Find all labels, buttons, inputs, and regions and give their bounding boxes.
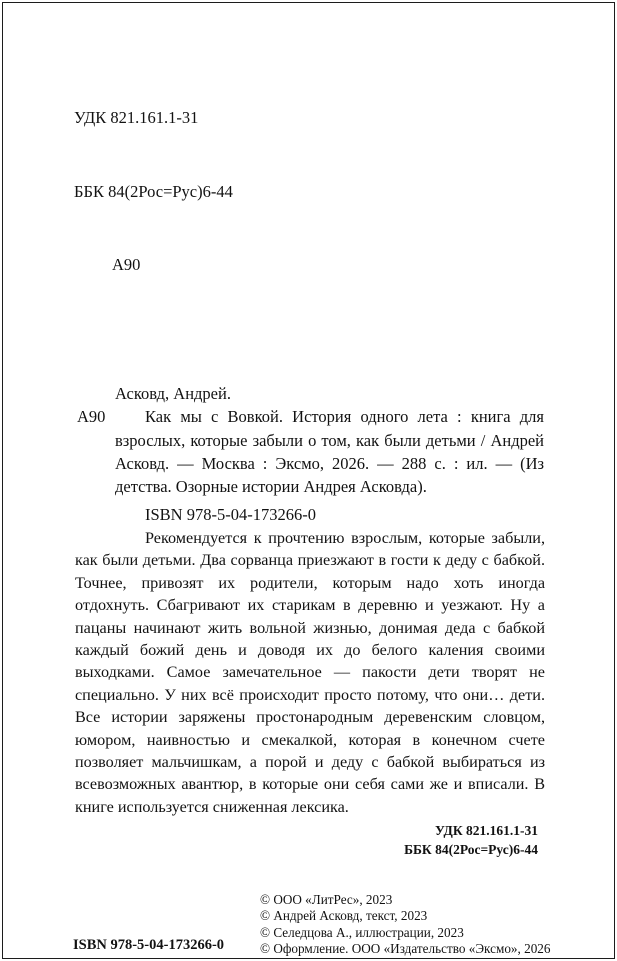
udk-code-top: УДК 821.161.1-31	[74, 108, 199, 127]
isbn-bottom: ISBN 978-5-04-173266-0	[73, 937, 225, 953]
copyright-block	[260, 892, 550, 957]
book-imprint-page	[2, 2, 615, 959]
udk-code-bottom: УДК 821.161.1-31	[435, 823, 538, 838]
author-sign-margin: А90	[77, 407, 106, 426]
bib-author-heading: Асковд, Андрей.	[115, 384, 231, 403]
bbk-code-bottom: ББК 84(2Рос=Рус)6-44	[404, 842, 538, 857]
bibliographic-record	[77, 382, 544, 498]
bibliographic-description: Как мы с Вовкой. История одного лета : книга для взрослых, которые забыли о том, как были детьми / Андрей Асковд. — Москва : Эксмо, 2026. — 288 с. : ил. — (Из детства. Озорные истории Андрея Асковда).	[115, 407, 544, 497]
isbn-record: ISBN 978-5-04-173266-0	[145, 505, 316, 524]
classification-codes-top	[74, 57, 233, 327]
classification-codes-bottom	[404, 821, 538, 859]
copyright-line: © ООО «ЛитРес», 2023	[260, 892, 393, 907]
copyright-line: © Селедцова А., иллюстрации, 2023	[260, 924, 464, 940]
author-sign-top: А90	[112, 255, 141, 274]
copyright-line: © Оформление. ООО «Издательство «Эксмо», 2026	[260, 940, 551, 956]
annotation-text: Рекомендуется к прочтению взрослым, которые забыли, как были детьми. Два сорванца приезжают в гости к деду с бабкой. Точнее, привозят их родители, которым надо хоть иногда отдохнуть. Сбагривают их старикам в деревню и уезжают. Ну а пацаны начинают жить вольной жизнью, донимая деда с бабкой каждый божий день и доводя их до белого каления своими выходками. Самое замечательное — пакости дети творят не специально. У них всё происходит просто потому, что они… дети. Все истории заряжены простонародным деревенским словцом, юмором, наивностью и смекалкой, которая в конечном счете позволяет мальчишкам, а порой и деду с бабкой выбираться из всевозможных авантюр, в которые они себя сами же и вписали. В книге используется сниженная лексика.	[75, 529, 545, 816]
bbk-code-top: ББК 84(2Рос=Рус)6-44	[74, 181, 233, 201]
copyright-line: © Андрей Асковд, текст, 2023	[260, 908, 428, 924]
